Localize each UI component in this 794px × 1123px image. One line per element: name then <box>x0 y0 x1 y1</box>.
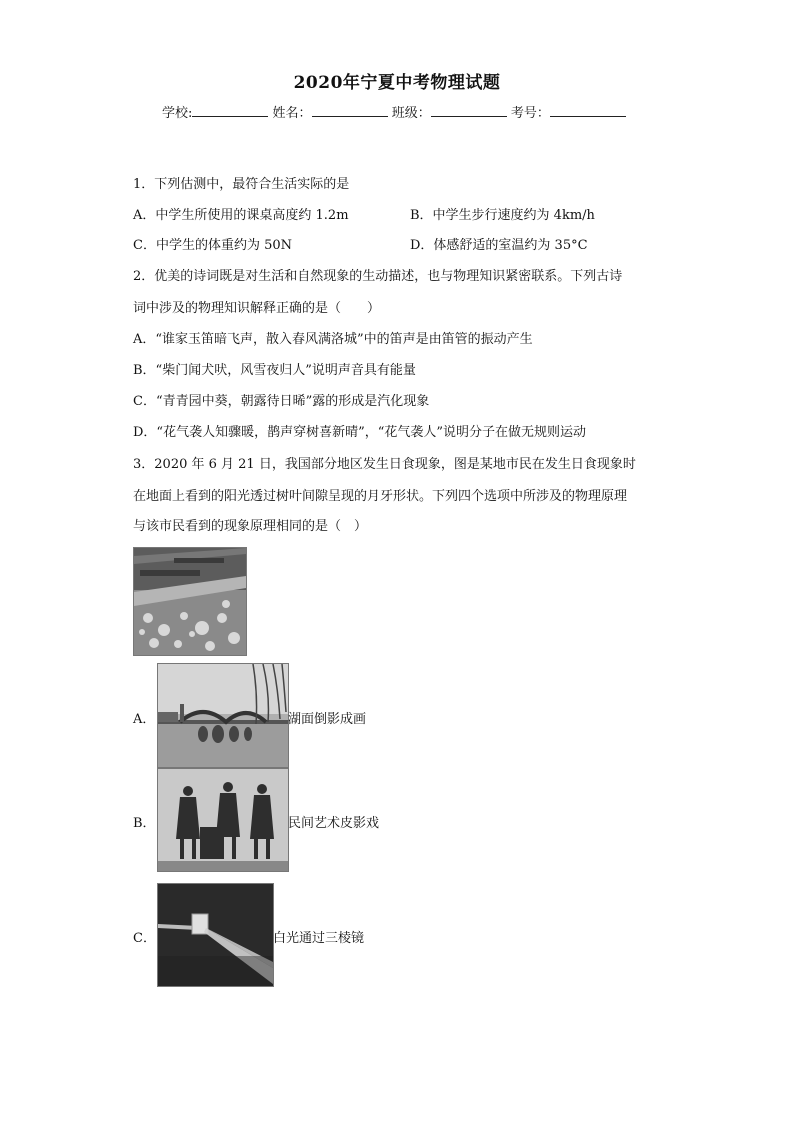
q3-option-b-caption: 民间艺术皮影戏 <box>288 816 380 831</box>
page-title: 2020年宁夏中考物理试题 <box>293 73 501 93</box>
lake-reflection-photo <box>157 663 289 768</box>
q3-stem-line1: 3．2020 年 6 月 21 日，我国部分地区发生日食现象，图是某地市民在发生日食现象时 <box>133 457 636 472</box>
q3-option-b-letter: B． <box>133 816 156 831</box>
q2-option-a: A．“谁家玉笛暗飞声，散入春风满洛城”中的笛声是由笛管的振动产生 <box>133 332 533 347</box>
q1-option-c: C．中学生的体重约为 50N <box>133 238 292 253</box>
q2-stem-line1: 2．优美的诗词既是对生活和自然现象的生动描述，也与物理知识紧密联系。下列古诗 <box>133 269 623 284</box>
class-label: 班级： <box>391 106 431 121</box>
q2-option-b: B．“柴门闻犬吠，风雪夜归人”说明声音具有能量 <box>133 363 416 378</box>
q3-option-a-letter: A． <box>133 712 156 727</box>
q3-option-a-caption: 湖面倒影成画 <box>288 712 367 727</box>
q1-stem: 1．下列估测中，最符合生活实际的是 <box>133 177 350 192</box>
q3-option-c-caption: 白光通过三棱镜 <box>273 931 365 946</box>
school-blank <box>192 104 268 117</box>
q3-stem-line3: 与该市民看到的现象原理相同的是（ ） <box>133 519 368 534</box>
q1-option-a: A．中学生所使用的课桌高度约 1.2m <box>133 208 349 223</box>
q2-option-c: C．“青青园中葵，朝露待日晞”露的形成是汽化现象 <box>133 394 430 409</box>
q3-stem-line2: 在地面上看到的阳光透过树叶间隙呈现的月牙形状。下列四个选项中所涉及的物理原理 <box>133 489 628 504</box>
exam-number-blank <box>550 104 626 117</box>
exam-number-label: 考号： <box>510 106 550 121</box>
sunlight-through-leaves-photo <box>133 547 247 656</box>
q3-option-c-letter: C． <box>133 931 156 946</box>
shadow-puppet-photo <box>157 768 289 872</box>
q1-option-d: D．体感舒适的室温约为 35°C <box>410 238 588 253</box>
q1-option-b: B．中学生步行速度约为 4km/h <box>410 208 595 223</box>
name-label: 姓名： <box>272 106 312 121</box>
prism-photo <box>157 883 274 987</box>
class-blank <box>431 104 507 117</box>
q2-option-d: D．“花气袭人知骤暖，鹊声穿树喜新晴”，“花气袭人”说明分子在做无规则运动 <box>133 425 587 440</box>
school-label: 学校: <box>162 106 193 121</box>
student-info-fields <box>162 102 626 121</box>
q2-stem-line2: 词中涉及的物理知识解释正确的是（ ） <box>133 301 381 316</box>
name-blank <box>312 104 388 117</box>
